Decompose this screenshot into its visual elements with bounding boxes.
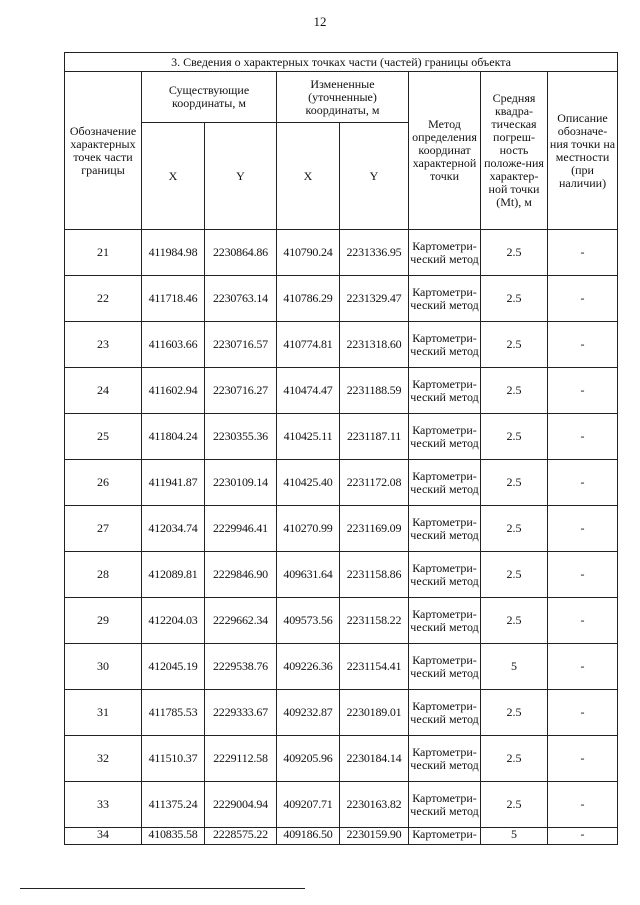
cell-x-existing: 411941.87 (142, 460, 205, 506)
cell-point: 33 (65, 782, 142, 828)
cell-x-existing: 411603.66 (142, 322, 205, 368)
cell-description: - (548, 782, 618, 828)
table-row (65, 782, 618, 828)
cell-method: Картометри-ческий метод (409, 506, 481, 552)
cell-x-changed: 410270.99 (277, 506, 340, 552)
header-description: Описание обозначе-ния точки на местности (при наличии) (548, 72, 618, 230)
cell-y-changed: 2231158.22 (340, 598, 409, 644)
cell-x-existing: 412089.81 (142, 552, 205, 598)
cell-x-existing: 410835.58 (142, 828, 205, 845)
cell-description: - (548, 276, 618, 322)
cell-description: - (548, 828, 618, 845)
table-row (65, 736, 618, 782)
header-y-changed: Y (340, 123, 409, 230)
table-row (65, 828, 618, 845)
cell-x-changed: 409207.71 (277, 782, 340, 828)
cell-method: Картометри-ческий метод (409, 644, 481, 690)
cell-x-changed: 410786.29 (277, 276, 340, 322)
cell-x-existing: 411510.37 (142, 736, 205, 782)
cell-point: 22 (65, 276, 142, 322)
cell-point: 26 (65, 460, 142, 506)
cell-description: - (548, 230, 618, 276)
cell-x-existing: 411984.98 (142, 230, 205, 276)
header-existing-coordinates: Существующие координаты, м (142, 72, 277, 123)
footer-divider (20, 888, 305, 889)
cell-description: - (548, 322, 618, 368)
cell-description: - (548, 552, 618, 598)
cell-x-existing: 411602.94 (142, 368, 205, 414)
cell-method: Картометри-ческий метод (409, 230, 481, 276)
cell-method: Картометри-ческий метод (409, 460, 481, 506)
cell-y-existing: 2229846.90 (205, 552, 277, 598)
cell-y-existing: 2230864.86 (205, 230, 277, 276)
cell-x-existing: 411375.24 (142, 782, 205, 828)
cell-y-changed: 2231318.60 (340, 322, 409, 368)
cell-accuracy: 2.5 (481, 736, 548, 782)
cell-description: - (548, 644, 618, 690)
cell-y-existing: 2229946.41 (205, 506, 277, 552)
cell-y-changed: 2231172.08 (340, 460, 409, 506)
cell-x-changed: 410474.47 (277, 368, 340, 414)
cell-accuracy: 2.5 (481, 230, 548, 276)
page-number: 12 (313, 14, 327, 29)
cell-point: 21 (65, 230, 142, 276)
header-x-changed: X (277, 123, 340, 230)
cell-description: - (548, 460, 618, 506)
cell-y-changed: 2231188.59 (340, 368, 409, 414)
cell-point: 29 (65, 598, 142, 644)
cell-y-existing: 2229333.67 (205, 690, 277, 736)
cell-y-changed: 2230163.82 (340, 782, 409, 828)
cell-x-changed: 410790.24 (277, 230, 340, 276)
table-row (65, 644, 618, 690)
header-y-existing: Y (205, 123, 277, 230)
cell-accuracy: 2.5 (481, 690, 548, 736)
cell-y-existing: 2229112.58 (205, 736, 277, 782)
table-row (65, 322, 618, 368)
cell-method: Картометри-ческий метод (409, 782, 481, 828)
cell-description: - (548, 690, 618, 736)
cell-description: - (548, 368, 618, 414)
cell-y-existing: 2230109.14 (205, 460, 277, 506)
cell-accuracy: 2.5 (481, 414, 548, 460)
cell-y-changed: 2230159.90 (340, 828, 409, 845)
points-table (64, 52, 618, 845)
cell-y-changed: 2231329.47 (340, 276, 409, 322)
cell-accuracy: 2.5 (481, 782, 548, 828)
table-row (65, 230, 618, 276)
cell-x-changed: 409186.50 (277, 828, 340, 845)
cell-x-existing: 411785.53 (142, 690, 205, 736)
cell-description: - (548, 736, 618, 782)
cell-method: Картометри-ческий метод (409, 690, 481, 736)
cell-y-changed: 2231158.86 (340, 552, 409, 598)
cell-method: Картометри-ческий метод (409, 736, 481, 782)
header-point: Обозначение характерных точек части границы (65, 72, 142, 230)
cell-point: 24 (65, 368, 142, 414)
cell-accuracy: 2.5 (481, 506, 548, 552)
table-title: 3. Сведения о характерных точках части (частей) границы объекта (65, 53, 618, 72)
cell-x-changed: 410425.11 (277, 414, 340, 460)
header-accuracy: Средняя квадра-тическая погреш-ность положе-ния характер-ной точки (Mt), м (481, 72, 548, 230)
cell-accuracy: 2.5 (481, 460, 548, 506)
cell-x-changed: 409205.96 (277, 736, 340, 782)
cell-y-existing: 2229538.76 (205, 644, 277, 690)
cell-point: 32 (65, 736, 142, 782)
cell-x-existing: 411804.24 (142, 414, 205, 460)
cell-accuracy: 5 (481, 828, 548, 845)
cell-y-changed: 2231187.11 (340, 414, 409, 460)
cell-y-existing: 2230716.27 (205, 368, 277, 414)
table-body (65, 230, 618, 845)
cell-point: 34 (65, 828, 142, 845)
cell-method: Картометри-ческий метод (409, 598, 481, 644)
cell-x-existing: 411718.46 (142, 276, 205, 322)
cell-description: - (548, 598, 618, 644)
header-method: Метод определения координат характерной точки (409, 72, 481, 230)
cell-point: 27 (65, 506, 142, 552)
table-row (65, 368, 618, 414)
cell-y-changed: 2231154.41 (340, 644, 409, 690)
cell-description: - (548, 414, 618, 460)
cell-method: Картометри-ческий метод (409, 368, 481, 414)
cell-accuracy: 2.5 (481, 552, 548, 598)
cell-y-existing: 2230763.14 (205, 276, 277, 322)
cell-y-existing: 2229662.34 (205, 598, 277, 644)
table-row (65, 460, 618, 506)
cell-y-changed: 2231336.95 (340, 230, 409, 276)
table-row (65, 276, 618, 322)
cell-accuracy: 2.5 (481, 368, 548, 414)
cell-y-existing: 2230716.57 (205, 322, 277, 368)
cell-x-changed: 410425.40 (277, 460, 340, 506)
cell-accuracy: 2.5 (481, 322, 548, 368)
cell-y-changed: 2230184.14 (340, 736, 409, 782)
cell-x-existing: 412034.74 (142, 506, 205, 552)
cell-method: Картометри-ческий метод (409, 276, 481, 322)
cell-point: 30 (65, 644, 142, 690)
cell-y-existing: 2228575.22 (205, 828, 277, 845)
cell-x-existing: 412045.19 (142, 644, 205, 690)
cell-description: - (548, 506, 618, 552)
cell-x-changed: 409573.56 (277, 598, 340, 644)
cell-method: Картометри-ческий метод (409, 322, 481, 368)
cell-method: Картометри-ческий метод (409, 414, 481, 460)
cell-x-changed: 409232.87 (277, 690, 340, 736)
cell-y-existing: 2230355.36 (205, 414, 277, 460)
table-row (65, 598, 618, 644)
cell-x-changed: 409226.36 (277, 644, 340, 690)
table-row (65, 414, 618, 460)
header-changed-coordinates: Измененные (уточненные) координаты, м (277, 72, 409, 123)
cell-y-changed: 2231169.09 (340, 506, 409, 552)
cell-y-changed: 2230189.01 (340, 690, 409, 736)
cell-accuracy: 2.5 (481, 598, 548, 644)
cell-accuracy: 5 (481, 644, 548, 690)
cell-accuracy: 2.5 (481, 276, 548, 322)
cell-point: 23 (65, 322, 142, 368)
cell-x-existing: 412204.03 (142, 598, 205, 644)
table-row (65, 506, 618, 552)
cell-y-existing: 2229004.94 (205, 782, 277, 828)
cell-method: Картометри-ческий метод (409, 552, 481, 598)
cell-point: 31 (65, 690, 142, 736)
cell-x-changed: 409631.64 (277, 552, 340, 598)
cell-method: Картометри- (409, 828, 481, 845)
cell-point: 25 (65, 414, 142, 460)
table-row (65, 552, 618, 598)
cell-x-changed: 410774.81 (277, 322, 340, 368)
header-x-existing: X (142, 123, 205, 230)
cell-point: 28 (65, 552, 142, 598)
table-row (65, 690, 618, 736)
